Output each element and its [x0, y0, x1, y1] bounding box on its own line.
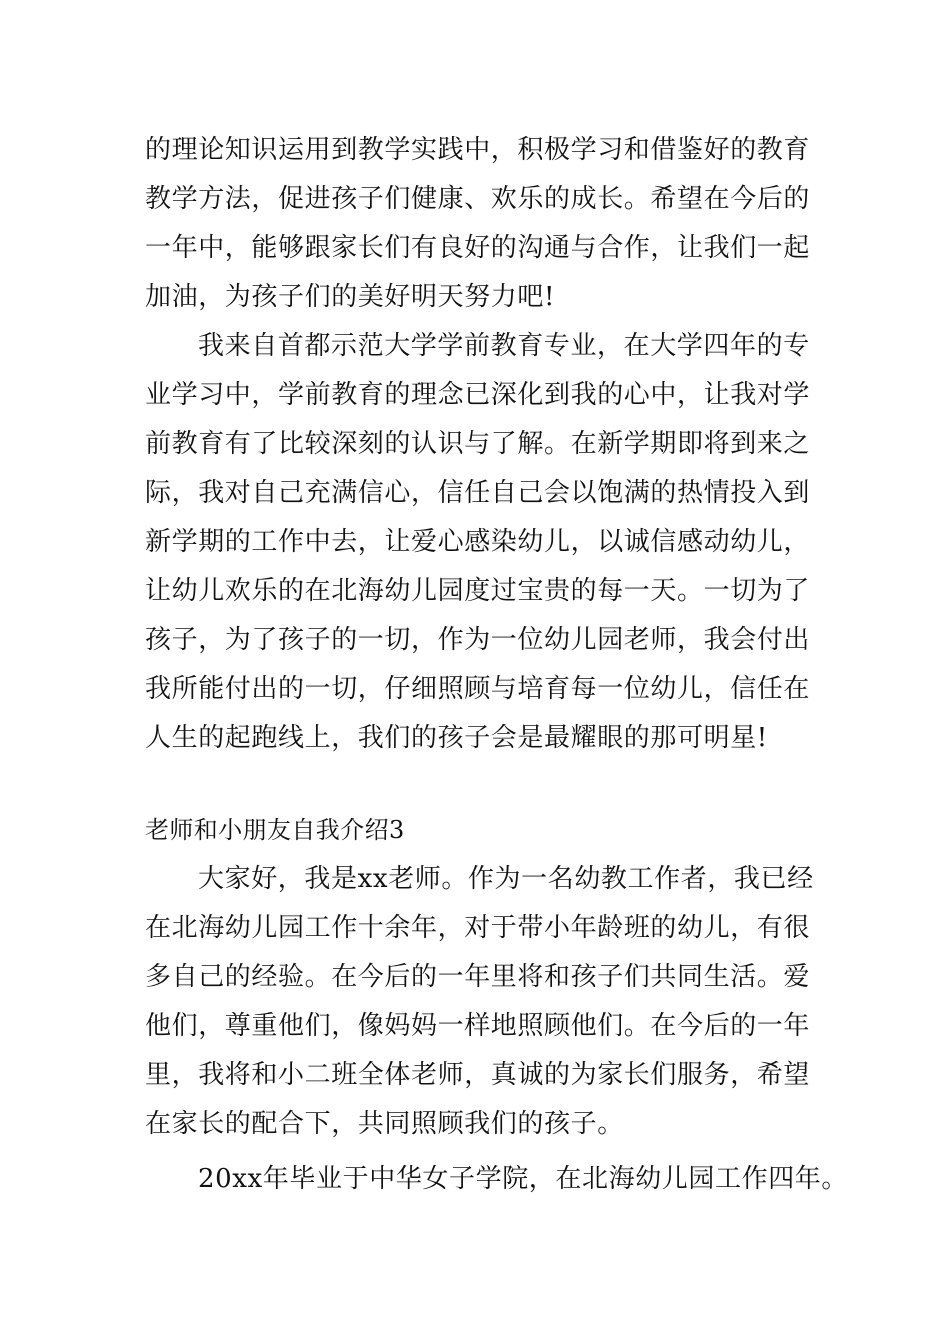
text-line: 我来自首都示范大学学前教育专业，在大学四年的专: [198, 331, 810, 361]
text-line: 人生的起跑线上，我们的孩子会是最耀眼的那可明星!: [145, 723, 768, 753]
text-line: 里，我将和小二班全体老师，真诚的为家长们服务，希望: [145, 1060, 811, 1090]
section-heading: 老师和小朋友自我介绍3: [145, 816, 405, 844]
text-line: 孩子，为了孩子的一切，作为一位幼儿园老师，我会付出: [145, 625, 811, 655]
text-line: 他们，尊重他们，像妈妈一样地照顾他们。在今后的一年: [145, 1011, 811, 1041]
text-line: 20xx年毕业于中华女子学院，在北海幼儿园工作四年。: [198, 1164, 849, 1194]
text-line: 的理论知识运用到教学实践中，积极学习和借鉴好的教育: [145, 135, 811, 165]
paragraph-1: [145, 126, 811, 322]
text-line: 多自己的经验。在今后的一年里将和孩子们共同生活。爱: [145, 962, 811, 992]
text-line: 教学方法，促进孩子们健康、欢乐的成长。希望在今后的: [145, 184, 811, 214]
text-line: 在北海幼儿园工作十余年，对于带小年龄班的幼儿，有很: [145, 913, 811, 943]
text-line: 际，我对自己充满信心，信任自己会以饱满的热情投入到: [145, 478, 811, 508]
paragraph-3: [145, 855, 814, 1149]
text-line: 一年中，能够跟家长们有良好的沟通与合作，让我们一起: [145, 233, 811, 263]
document-page: [145, 126, 849, 1204]
text-line: 在家长的配合下，共同照顾我们的孩子。: [145, 1109, 624, 1139]
text-line: 加油，为孩子们的美好明天努力吧!: [145, 282, 556, 312]
text-line: 大家好，我是xx老师。作为一名幼教工作者，我已经: [198, 864, 814, 894]
paragraph-4: [145, 1155, 849, 1204]
text-line: 前教育有了比较深刻的认识与了解。在新学期即将到来之: [145, 429, 811, 459]
text-line: 让幼儿欢乐的在北海幼儿园度过宝贵的每一天。一切为了: [145, 576, 811, 606]
text-line: 我所能付出的一切，仔细照顾与培育每一位幼儿，信任在: [145, 674, 811, 704]
paragraph-2: [145, 322, 811, 763]
text-line: 新学期的工作中去，让爱心感染幼儿，以诚信感动幼儿，: [145, 527, 811, 557]
section-gap: [145, 763, 807, 806]
text-line: 业学习中，学前教育的理念已深化到我的心中，让我对学: [145, 380, 811, 410]
